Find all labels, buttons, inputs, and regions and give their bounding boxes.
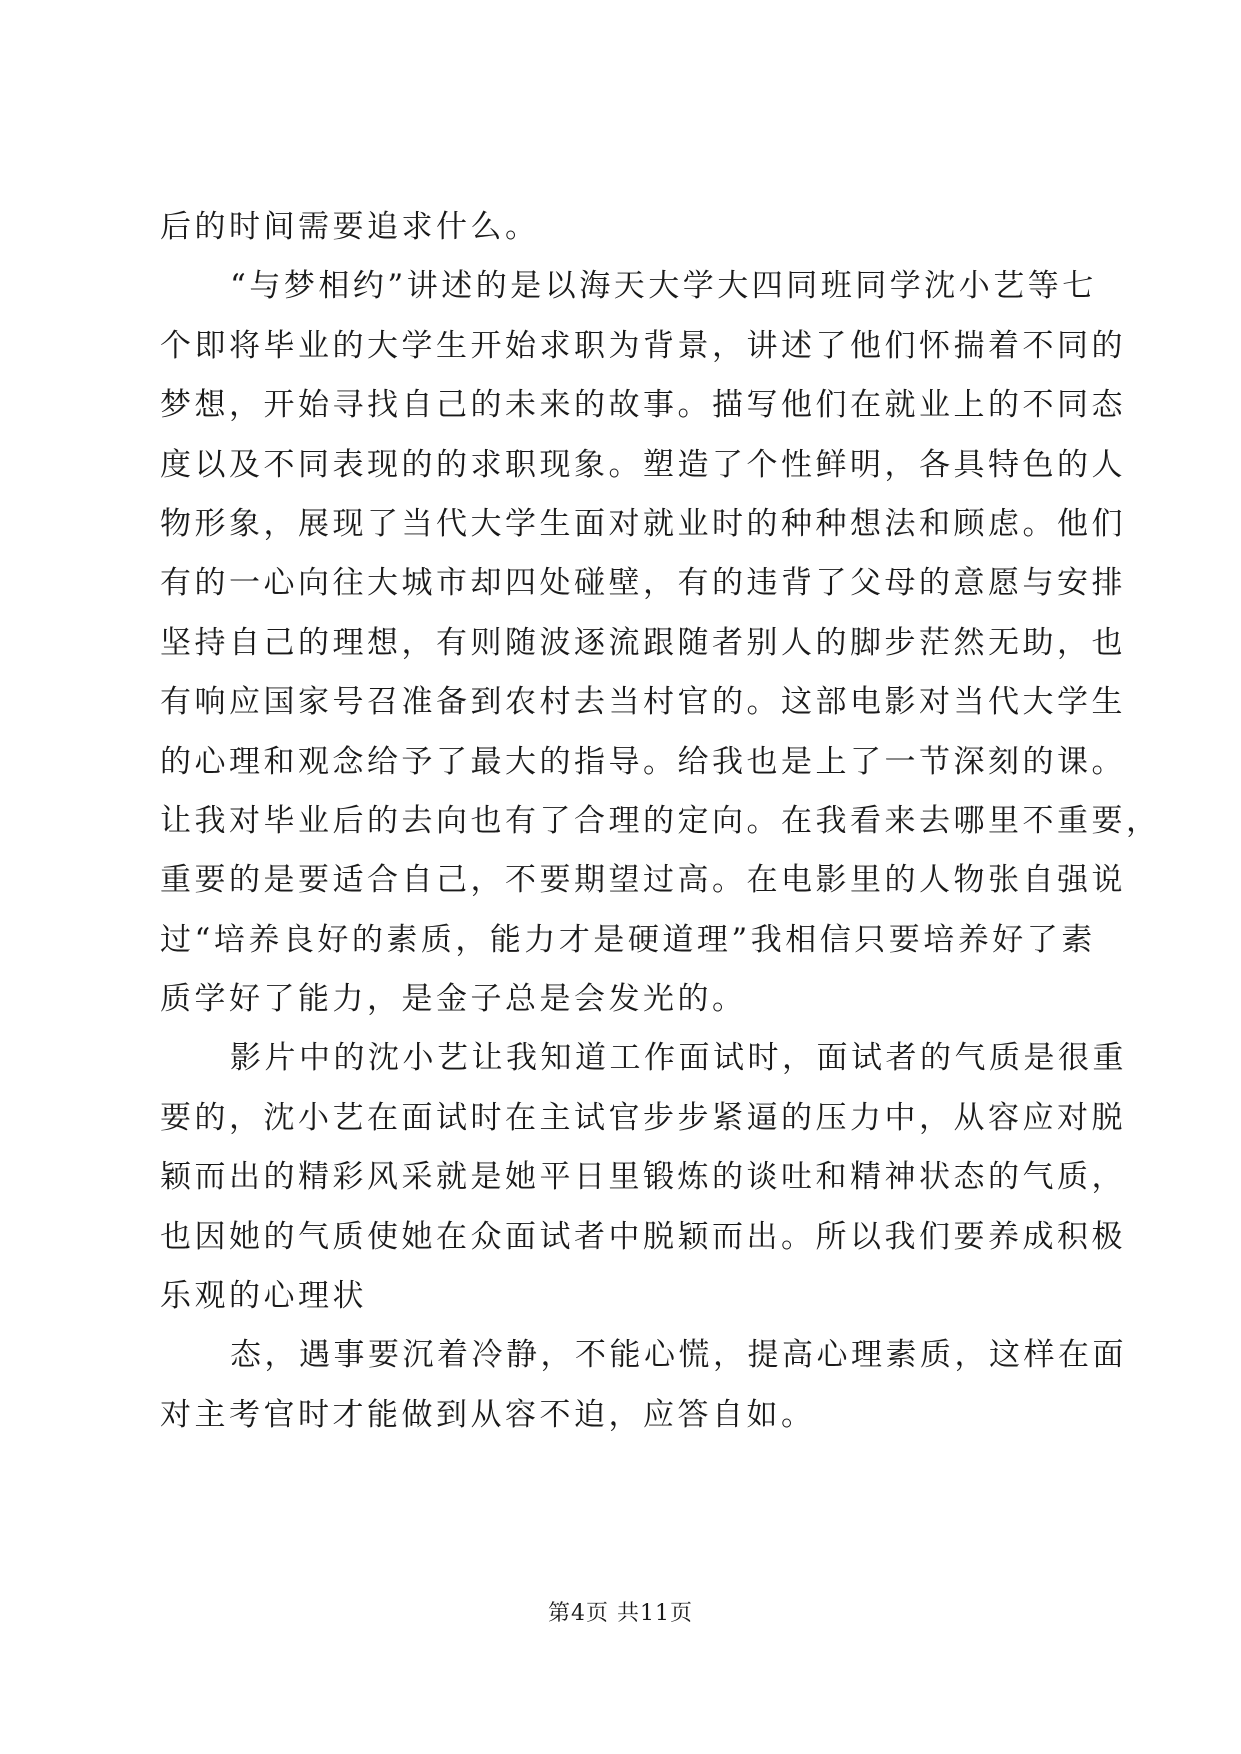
text-line: 也因她的气质使她在众面试者中脱颖而出。所以我们要养成积极	[160, 1218, 1126, 1255]
text-line: 质学好了能力，是金子总是会发光的。	[160, 981, 747, 1018]
paragraph-start-line: 影片中的沈小艺让我知道工作面试时，面试者的气质是很重	[230, 1040, 1127, 1077]
paragraph-start-line: 态，遇事要沉着冷静，不能心慌，提高心理素质，这样在面	[230, 1337, 1127, 1374]
text-line: 过“培养良好的素质，能力才是硬道理”我相信只要培养好了素	[160, 921, 1096, 958]
text-line: 后的时间需要追求什么。	[160, 209, 540, 245]
text-line: 的心理和观念给予了最大的指导。给我也是上了一节深刻的课。	[160, 743, 1126, 780]
text-line: 梦想，开始寻找自己的未来的故事。描写他们在就业上的不同态	[160, 387, 1126, 424]
text-line: 颖而出的精彩风采就是她平日里锻炼的谈吐和精神状态的气质，	[160, 1159, 1126, 1196]
text-line: 个即将毕业的大学生开始求职为背景，讲述了他们怀揣着不同的	[160, 327, 1126, 364]
text-line: 物形象，展现了当代大学生面对就业时的种种想法和顾虑。他们	[160, 505, 1126, 542]
text-line: 重要的是要适合自己，不要期望过高。在电影里的人物张自强说	[160, 862, 1126, 899]
paragraph-start-line: “与梦相约”讲述的是以海天大学大四同班同学沈小艺等七	[230, 268, 1097, 305]
text-line: 对主考官时才能做到从容不迫，应答自如。	[160, 1396, 816, 1433]
text-line: 让我对毕业后的去向也有了合理的定向。在我看来去哪里不重要，	[160, 802, 1161, 839]
text-line: 度以及不同表现的的求职现象。塑造了个性鲜明，各具特色的人	[160, 446, 1126, 483]
text-line: 有的一心向往大城市却四处碰壁，有的违背了父母的意愿与安排	[160, 565, 1126, 602]
text-line: 乐观的心理状	[160, 1278, 367, 1315]
text-line: 坚持自己的理想，有则随波逐流跟随者别人的脚步茫然无助，也	[160, 624, 1126, 661]
text-line: 有响应国家号召准备到农村去当村官的。这部电影对当代大学生	[160, 684, 1126, 721]
text-line: 要的，沈小艺在面试时在主试官步步紧逼的压力中，从容应对脱	[160, 1099, 1126, 1136]
page-number-footer: 第4页 共11页	[548, 1601, 693, 1626]
body-text	[160, 198, 1161, 1445]
